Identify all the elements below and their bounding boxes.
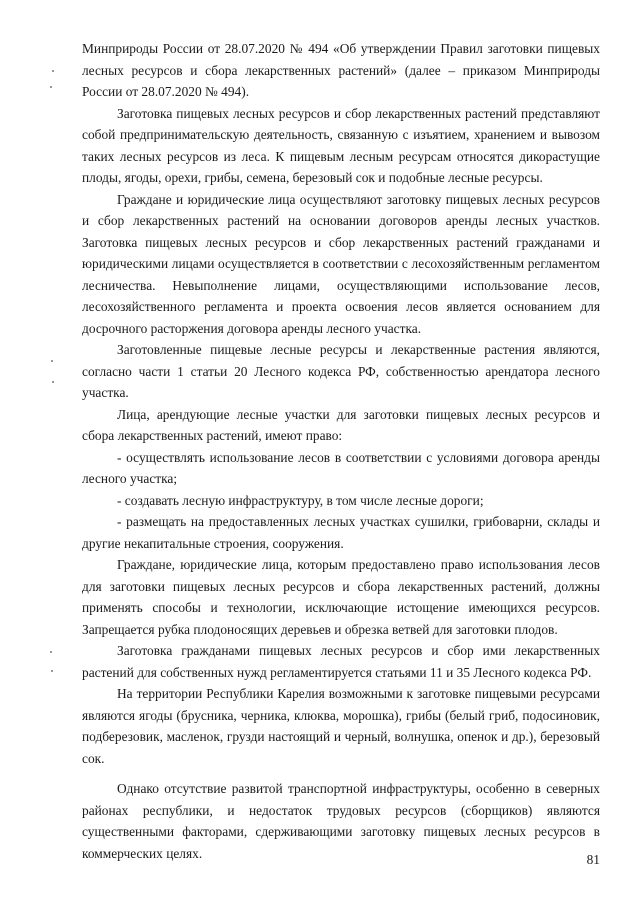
list-item: - осуществлять использование лесов в соответствии с условиями договора аренды лесного участка; bbox=[82, 449, 600, 486]
list-item: - создавать лесную инфраструктуру, в том числе лесные дороги; bbox=[117, 492, 484, 508]
document-body bbox=[82, 38, 600, 864]
paragraph: Лица, арендующие лесные участки для заготовки пищевых лесных ресурсов и сбора лекарственных растений, имеют право: bbox=[82, 406, 600, 443]
scan-mark bbox=[51, 360, 53, 362]
paragraph: Граждане, юридические лица, которым предоставлено право использования лесов для заготовки пищевых лесных ресурсов и сбора лекарственных растений, должны применять способы и технологии, исключающие истощение имеющихся ресурсов. Запрещается рубка плодоносящих деревьев и обрезка ветвей для заготовки плодов. bbox=[82, 557, 600, 637]
paragraph: На территории Республики Карелия возможными к заготовке пищевыми ресурсами являются ягоды (брусника, черника, клюква, морошка), грибы (белый гриб, подосиновик, подберезовик, масленок, грузди настоящий и черный, волнушка, опенок и др.), березовый сок. bbox=[82, 686, 600, 766]
paragraph: Заготовленные пищевые лесные ресурсы и лекарственные растения являются, согласно части 1 статьи 20 Лесного кодекса РФ, собственностью арендатора лесного участка. bbox=[82, 342, 600, 400]
paragraph: Граждане и юридические лица осуществляют заготовку пищевых лесных ресурсов и сбор лекарственных растений на основании договоров аренды лесных участков. Заготовка пищевых лесных ресурсов и сбор лекарственных растений гражданами и юридическими лицами осуществляется в соответствии с лесохозяйственным регламентом лесничества. Невыполнение лицами, осуществляющими использование лесов, лесохозяйственного регламента и проекта освоения лесов является основанием для досрочного расторжения договора аренды лесного участка. bbox=[82, 191, 600, 336]
scan-mark bbox=[50, 651, 52, 653]
paragraph: Заготовка пищевых лесных ресурсов и сбор лекарственных растений представляют собой предпринимательскую деятельность, связанную с изъятием, хранением и вывозом таких лесных ресурсов из леса. К пищевым лесным ресурсам относятся дикорастущие плоды, ягоды, орехи, грибы, семена, березовый сок и подобные лесные ресурсы. bbox=[82, 105, 600, 185]
paragraph: Однако отсутствие развитой транспортной инфраструктуры, особенно в северных районах республики, и недостаток трудовых ресурсов (сборщиков) являются существенными факторами, сдерживающими заготовку пищевых лесных ресурсов в коммерческих целях. bbox=[82, 781, 600, 861]
list-item: - размещать на предоставленных лесных участках сушилки, грибоварни, склады и другие некапитальные строения, сооружения. bbox=[82, 514, 600, 551]
scan-mark bbox=[52, 381, 54, 383]
paragraph: Минприроды России от 28.07.2020 № 494 «Об утверждении Правил заготовки пищевых лесных ресурсов и сбора лекарственных растений» (далее – приказом Минприроды России от 28.07.2020 № 494). bbox=[82, 41, 600, 99]
scan-mark bbox=[50, 86, 52, 88]
page-number: 81 bbox=[586, 852, 600, 867]
scan-mark bbox=[52, 70, 54, 72]
scan-mark bbox=[51, 670, 53, 672]
paragraph: Заготовка гражданами пищевых лесных ресурсов и сбор ими лекарственных растений для собственных нужд регламентируется статьями 11 и 35 Лесного кодекса РФ. bbox=[82, 643, 600, 680]
